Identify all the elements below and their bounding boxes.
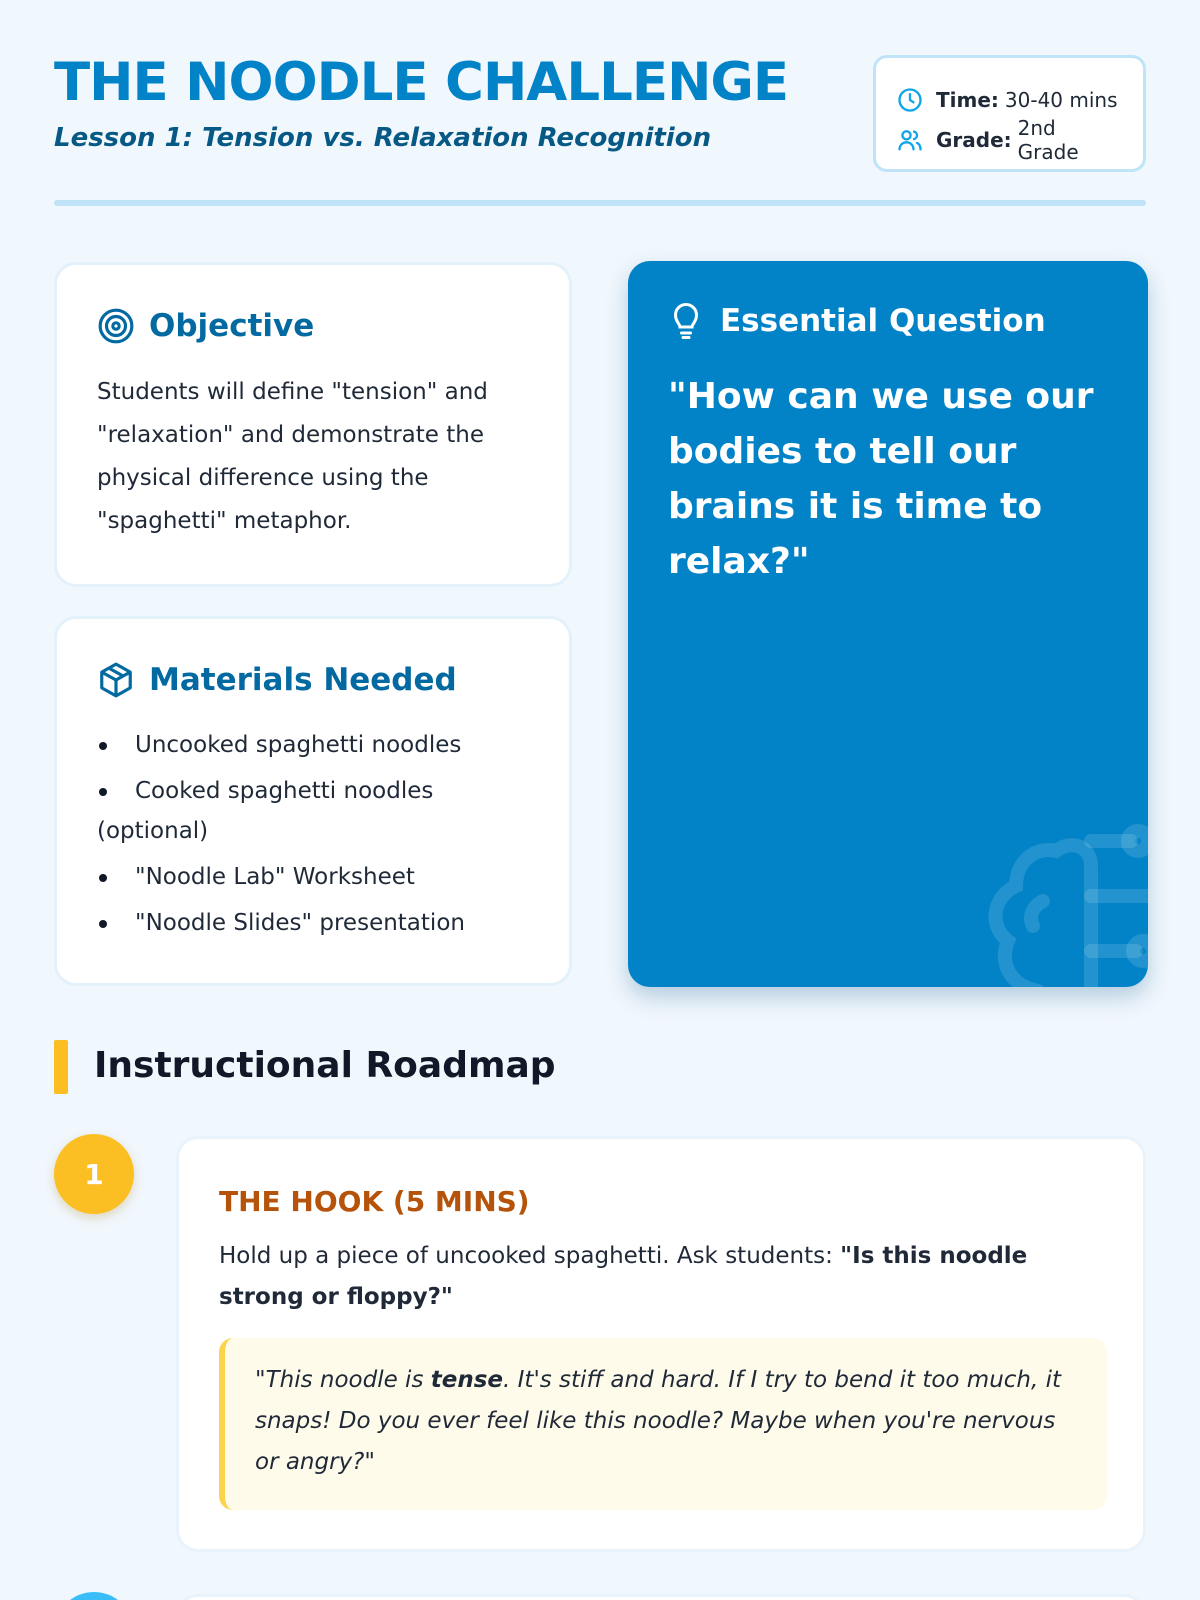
section-accent-bar (54, 1040, 68, 1094)
teacher-script-quote (219, 1338, 1107, 1510)
essential-question-quote: "How can we use our bodies to tell our brains it is time to relax?" (668, 376, 1094, 582)
grade-row (896, 116, 1123, 164)
step-number-badge: 1 (54, 1134, 134, 1214)
time-label: Time: (936, 88, 999, 112)
objective-card (54, 262, 572, 587)
list-item: Cooked spaghetti noodles (optional) (97, 771, 529, 851)
objective-title: Objective (149, 308, 315, 344)
list-item: "Noodle Slides" presentation (97, 903, 529, 943)
materials-card (54, 616, 572, 986)
list-item: "Noodle Lab" Worksheet (97, 857, 529, 897)
package-icon (97, 661, 135, 699)
next-step-badge (54, 1592, 134, 1600)
roadmap-title: Instructional Roadmap (94, 1045, 556, 1086)
essential-question-card (628, 261, 1148, 987)
objective-text: Students will define "tension" and "relaxation" and demonstrate the physical difference using the "spaghetti" metaphor. (97, 379, 488, 534)
step-body (219, 1236, 1103, 1318)
step-card (176, 1136, 1146, 1552)
next-step-card (176, 1594, 1146, 1600)
users-icon (896, 126, 924, 154)
grade-label: Grade: (936, 128, 1012, 152)
lightbulb-icon (668, 301, 704, 341)
materials-list (97, 725, 529, 943)
quote-text: . It's stiff and hard. If I try to bend it too much, it snaps! Do you ever feel like this noodle? Maybe when you're nervous or angry?" (255, 1367, 1062, 1475)
essential-question-title: Essential Question (720, 303, 1046, 339)
brain-icon (968, 801, 1148, 987)
page-title: THE NOODLE CHALLENGE (54, 52, 789, 113)
quote-text: "This noodle is (255, 1367, 431, 1393)
list-item: Uncooked spaghetti noodles (97, 725, 529, 765)
time-value: 30-40 mins (1004, 88, 1118, 112)
materials-title: Materials Needed (149, 662, 457, 698)
grade-value: 2nd Grade (1017, 116, 1079, 164)
step-body-text: Hold up a piece of uncooked spaghetti. Ask students: (219, 1243, 841, 1269)
time-row (896, 80, 1123, 120)
quote-emphasis: tense (430, 1367, 504, 1393)
step-title: THE HOOK (5 MINS) (219, 1185, 530, 1218)
lesson-meta-box (873, 55, 1146, 172)
header-divider (54, 200, 1146, 206)
lesson-subtitle: Lesson 1: Tension vs. Relaxation Recognition (54, 123, 712, 153)
target-icon (97, 307, 135, 345)
clock-icon (896, 86, 924, 114)
step-question: "Is this noodle strong or floppy?" (219, 1243, 1028, 1310)
